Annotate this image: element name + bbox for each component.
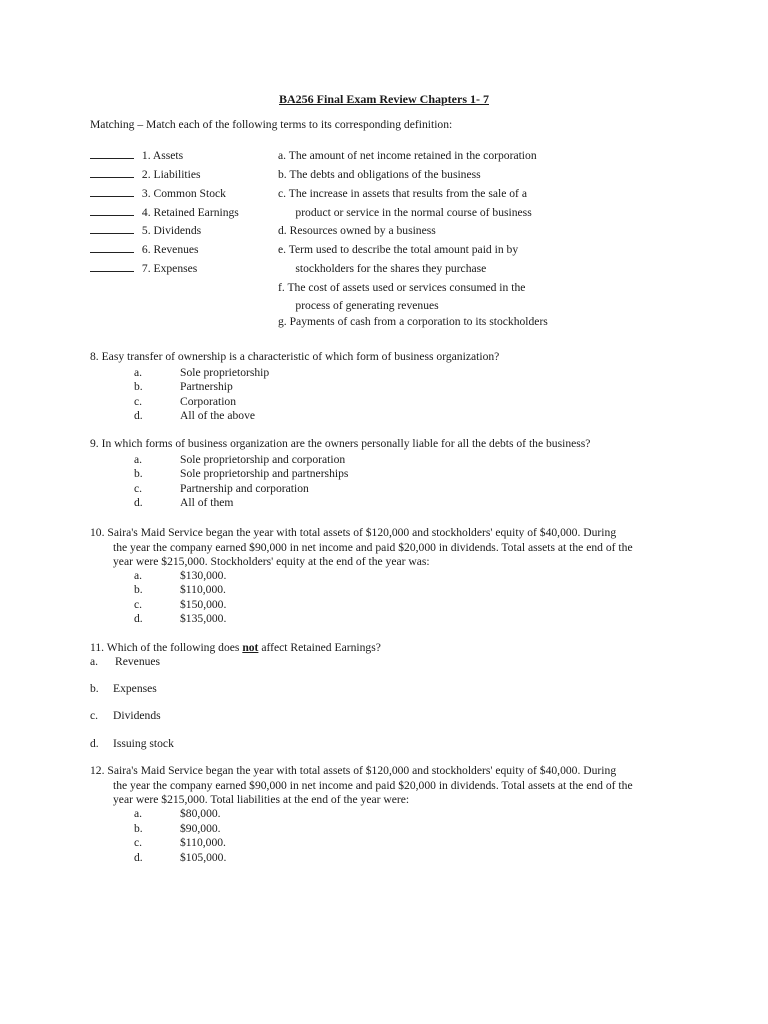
question-10-line-3: year were $215,000. Stockholders' equity at the end of the year was: [113,555,430,568]
option-letter: a. [90,655,99,668]
question-9: 9. In which forms of business organization are the owners personally liable for all the debts of the business? [90,437,591,450]
answer-blank[interactable] [90,177,134,178]
matching-row-3 [90,187,226,200]
option-letter: a. [134,569,143,582]
matching-row-1 [90,149,183,162]
matching-definition: f. The cost of assets used or services consumed in the [278,281,526,294]
option-text: Sole proprietorship [180,366,270,379]
page-title: BA256 Final Exam Review Chapters 1- 7 [279,92,489,106]
question-11-suffix: affect Retained Earnings? [258,641,381,654]
matching-definition: process of generating revenues [278,299,439,312]
option-text: $130,000. [180,569,227,582]
option-letter: c. [134,395,143,408]
matching-definition: b. The debts and obligations of the business [278,168,481,181]
option-text: Partnership and corporation [180,482,309,495]
option-text: Sole proprietorship and partnerships [180,467,349,480]
question-11-prefix: 11. Which of the following does [90,641,243,654]
option-letter: b. [134,583,143,596]
question-10: 10. Saira's Maid Service began the year with total assets of $120,000 and stockholders' equity of $40,000. During [90,526,617,539]
option-text: $135,000. [180,612,227,625]
option-text: Dividends [113,709,161,722]
option-letter: d. [134,409,143,422]
option-letter: b. [134,380,143,393]
question-11-emphasis: not [242,641,259,654]
question-10-line-2: the year the company earned $90,000 in net income and paid $20,000 in dividends. Total assets at the end of the [113,541,633,554]
option-letter: c. [90,709,99,722]
question-8: 8. Easy transfer of ownership is a characteristic of which form of business organization? [90,350,500,363]
answer-blank[interactable] [90,271,134,272]
matching-definition: d. Resources owned by a business [278,224,436,237]
option-text: $150,000. [180,598,227,611]
answer-blank[interactable] [90,158,134,159]
option-letter: a. [134,453,143,466]
option-letter: d. [134,851,143,864]
matching-definition: c. The increase in assets that results from the sale of a [278,187,527,200]
answer-blank[interactable] [90,233,134,234]
matching-row-2 [90,168,201,181]
option-text: Revenues [115,655,161,668]
question-12-line-2: the year the company earned $90,000 in net income and paid $20,000 in dividends. Total assets at the end of the [113,779,633,792]
matching-term: 2. Liabilities [141,168,201,181]
matching-term: 4. Retained Earnings [141,206,239,219]
option-letter: b. [134,822,143,835]
option-letter: b. [90,682,99,695]
matching-term: 5. Dividends [141,224,202,237]
matching-term: 1. Assets [141,149,184,162]
option-letter: b. [134,467,143,480]
matching-definition: product or service in the normal course of business [278,206,532,219]
option-text: All of them [180,496,234,509]
matching-term: 6. Revenues [141,243,199,256]
matching-instructions: Matching – Match each of the following terms to its corresponding definition: [90,118,453,131]
option-text: $90,000. [180,822,221,835]
option-letter: d. [134,496,143,509]
option-text: Sole proprietorship and corporation [180,453,346,466]
matching-row-7 [90,262,197,275]
option-letter: c. [134,836,143,849]
answer-blank[interactable] [90,215,134,216]
matching-row-6 [90,243,199,256]
option-letter: a. [134,807,143,820]
option-text: Partnership [180,380,233,393]
option-text: All of the above [180,409,256,422]
option-text: $110,000. [180,583,226,596]
matching-row-5 [90,224,201,237]
option-text: Expenses [113,682,157,695]
option-letter: d. [134,612,143,625]
matching-definition: stockholders for the shares they purchase [278,262,487,275]
option-text: $110,000. [180,836,226,849]
matching-term: 7. Expenses [141,262,198,275]
answer-blank[interactable] [90,252,134,253]
option-text: $105,000. [180,851,227,864]
option-letter: c. [134,482,143,495]
option-letter: d. [90,737,99,750]
option-letter: c. [134,598,143,611]
option-letter: a. [134,366,143,379]
matching-definition: g. Payments of cash from a corporation to its stockholders [278,315,548,328]
matching-term: 3. Common Stock [141,187,226,200]
question-12: 12. Saira's Maid Service began the year with total assets of $120,000 and stockholders' equity of $40,000. During [90,764,617,777]
option-text: $80,000. [180,807,221,820]
answer-blank[interactable] [90,196,134,197]
matching-definition: a. The amount of net income retained in the corporation [278,149,537,162]
option-text: Corporation [180,395,237,408]
matching-definition: e. Term used to describe the total amount paid in by [278,243,519,256]
question-11 [90,641,381,654]
option-text: Issuing stock [113,737,174,750]
question-12-line-3: year were $215,000. Total liabilities at the end of the year were: [113,793,410,806]
matching-row-4 [90,206,239,219]
